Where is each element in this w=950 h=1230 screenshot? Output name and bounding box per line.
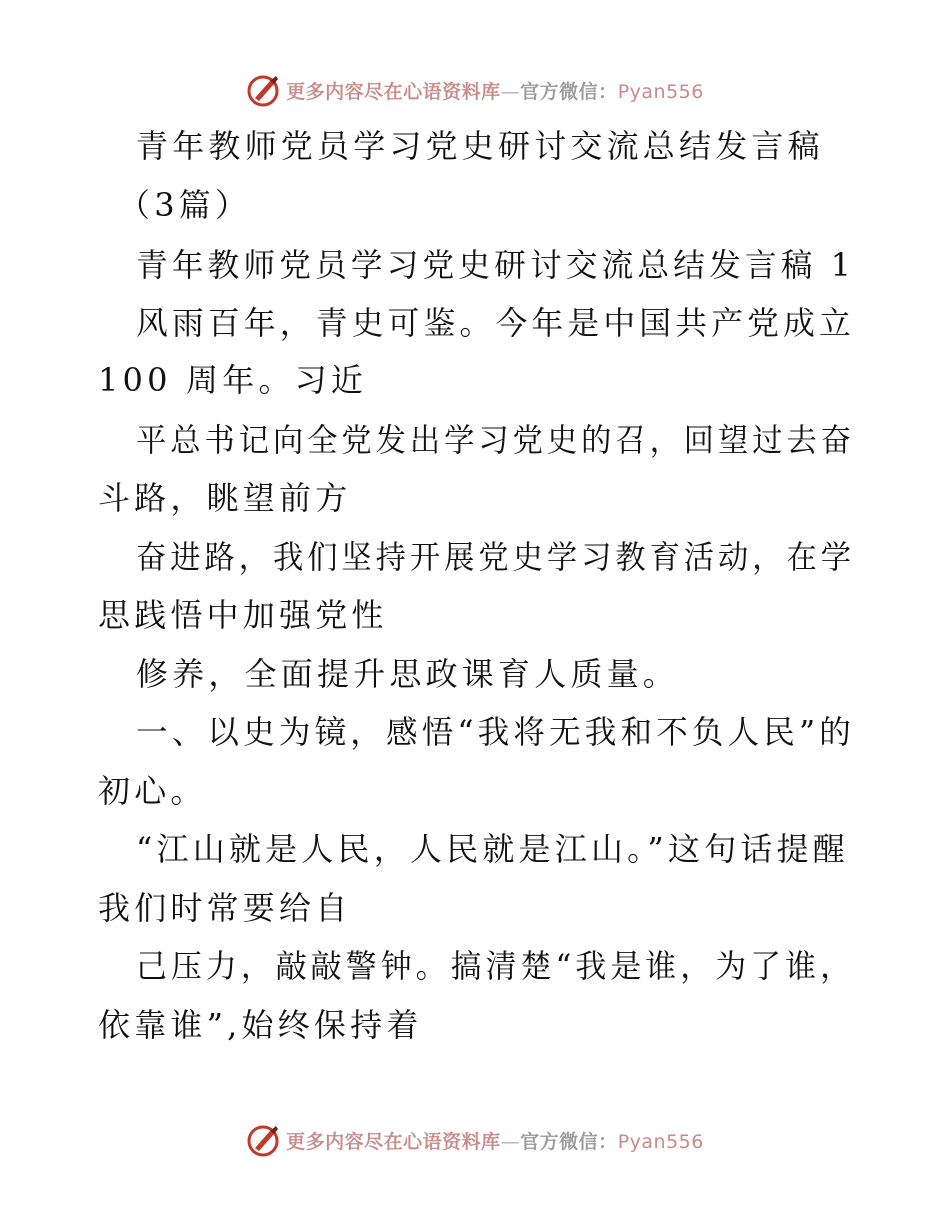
watermark-wechat-id: Pyan556: [617, 80, 704, 103]
paragraph-line: 斗路，眺望前方: [98, 479, 352, 517]
paragraph-line: 风雨百年，青史可鉴。今年是中国共产党成立: [136, 304, 856, 342]
paragraph-line: 100 周年。习近: [98, 361, 368, 399]
header-watermark: [0, 70, 950, 110]
watermark-wechat-label: 官方微信：: [520, 1130, 618, 1153]
watermark-wechat-label: 官方微信：: [520, 80, 618, 103]
watermark-dash: —: [500, 1130, 521, 1153]
watermark-wechat-id: Pyan556: [617, 1130, 704, 1153]
paragraph-line: 己压力，敲敲警钟。搞清楚“我是谁，为了谁，: [136, 947, 856, 985]
watermark-text: [286, 77, 704, 104]
watermark-text: [286, 1127, 704, 1154]
paragraph-line: 平总书记向全党发出学习党史的召，回望过去奋: [136, 421, 856, 459]
paragraph-line: 思践悟中加强党性: [98, 596, 388, 634]
footer-watermark: [0, 1120, 950, 1160]
paragraph-line: 修养，全面提升思政课育人质量。: [136, 655, 680, 693]
paragraph-line: “江山就是人民，人民就是江山。”这句话提醒: [136, 830, 849, 868]
paragraph-line: 我们时常要给自: [98, 889, 352, 927]
section-heading: 青年教师党员学习党史研讨交流总结发言稿 1: [136, 246, 856, 284]
watermark-site: 更多内容尽在心语资料库: [286, 80, 501, 103]
paragraph-line: 依靠谁”,始终保持着: [98, 1006, 423, 1044]
watermark-dash: —: [500, 80, 521, 103]
watermark-site: 更多内容尽在心语资料库: [286, 1130, 501, 1153]
pen-logo-icon: [246, 72, 282, 108]
document-subtitle: （3篇）: [118, 186, 252, 224]
document-title: 青年教师党员学习党史研讨交流总结发言稿: [136, 127, 824, 165]
pen-logo-icon: [246, 1122, 282, 1158]
subheading-line: 初心。: [98, 772, 207, 810]
subheading-line: 一、以史为镜，感悟“我将无我和不负人民”的: [136, 713, 856, 751]
paragraph-line: 奋进路，我们坚持开展党史学习教育活动，在学: [136, 538, 856, 576]
